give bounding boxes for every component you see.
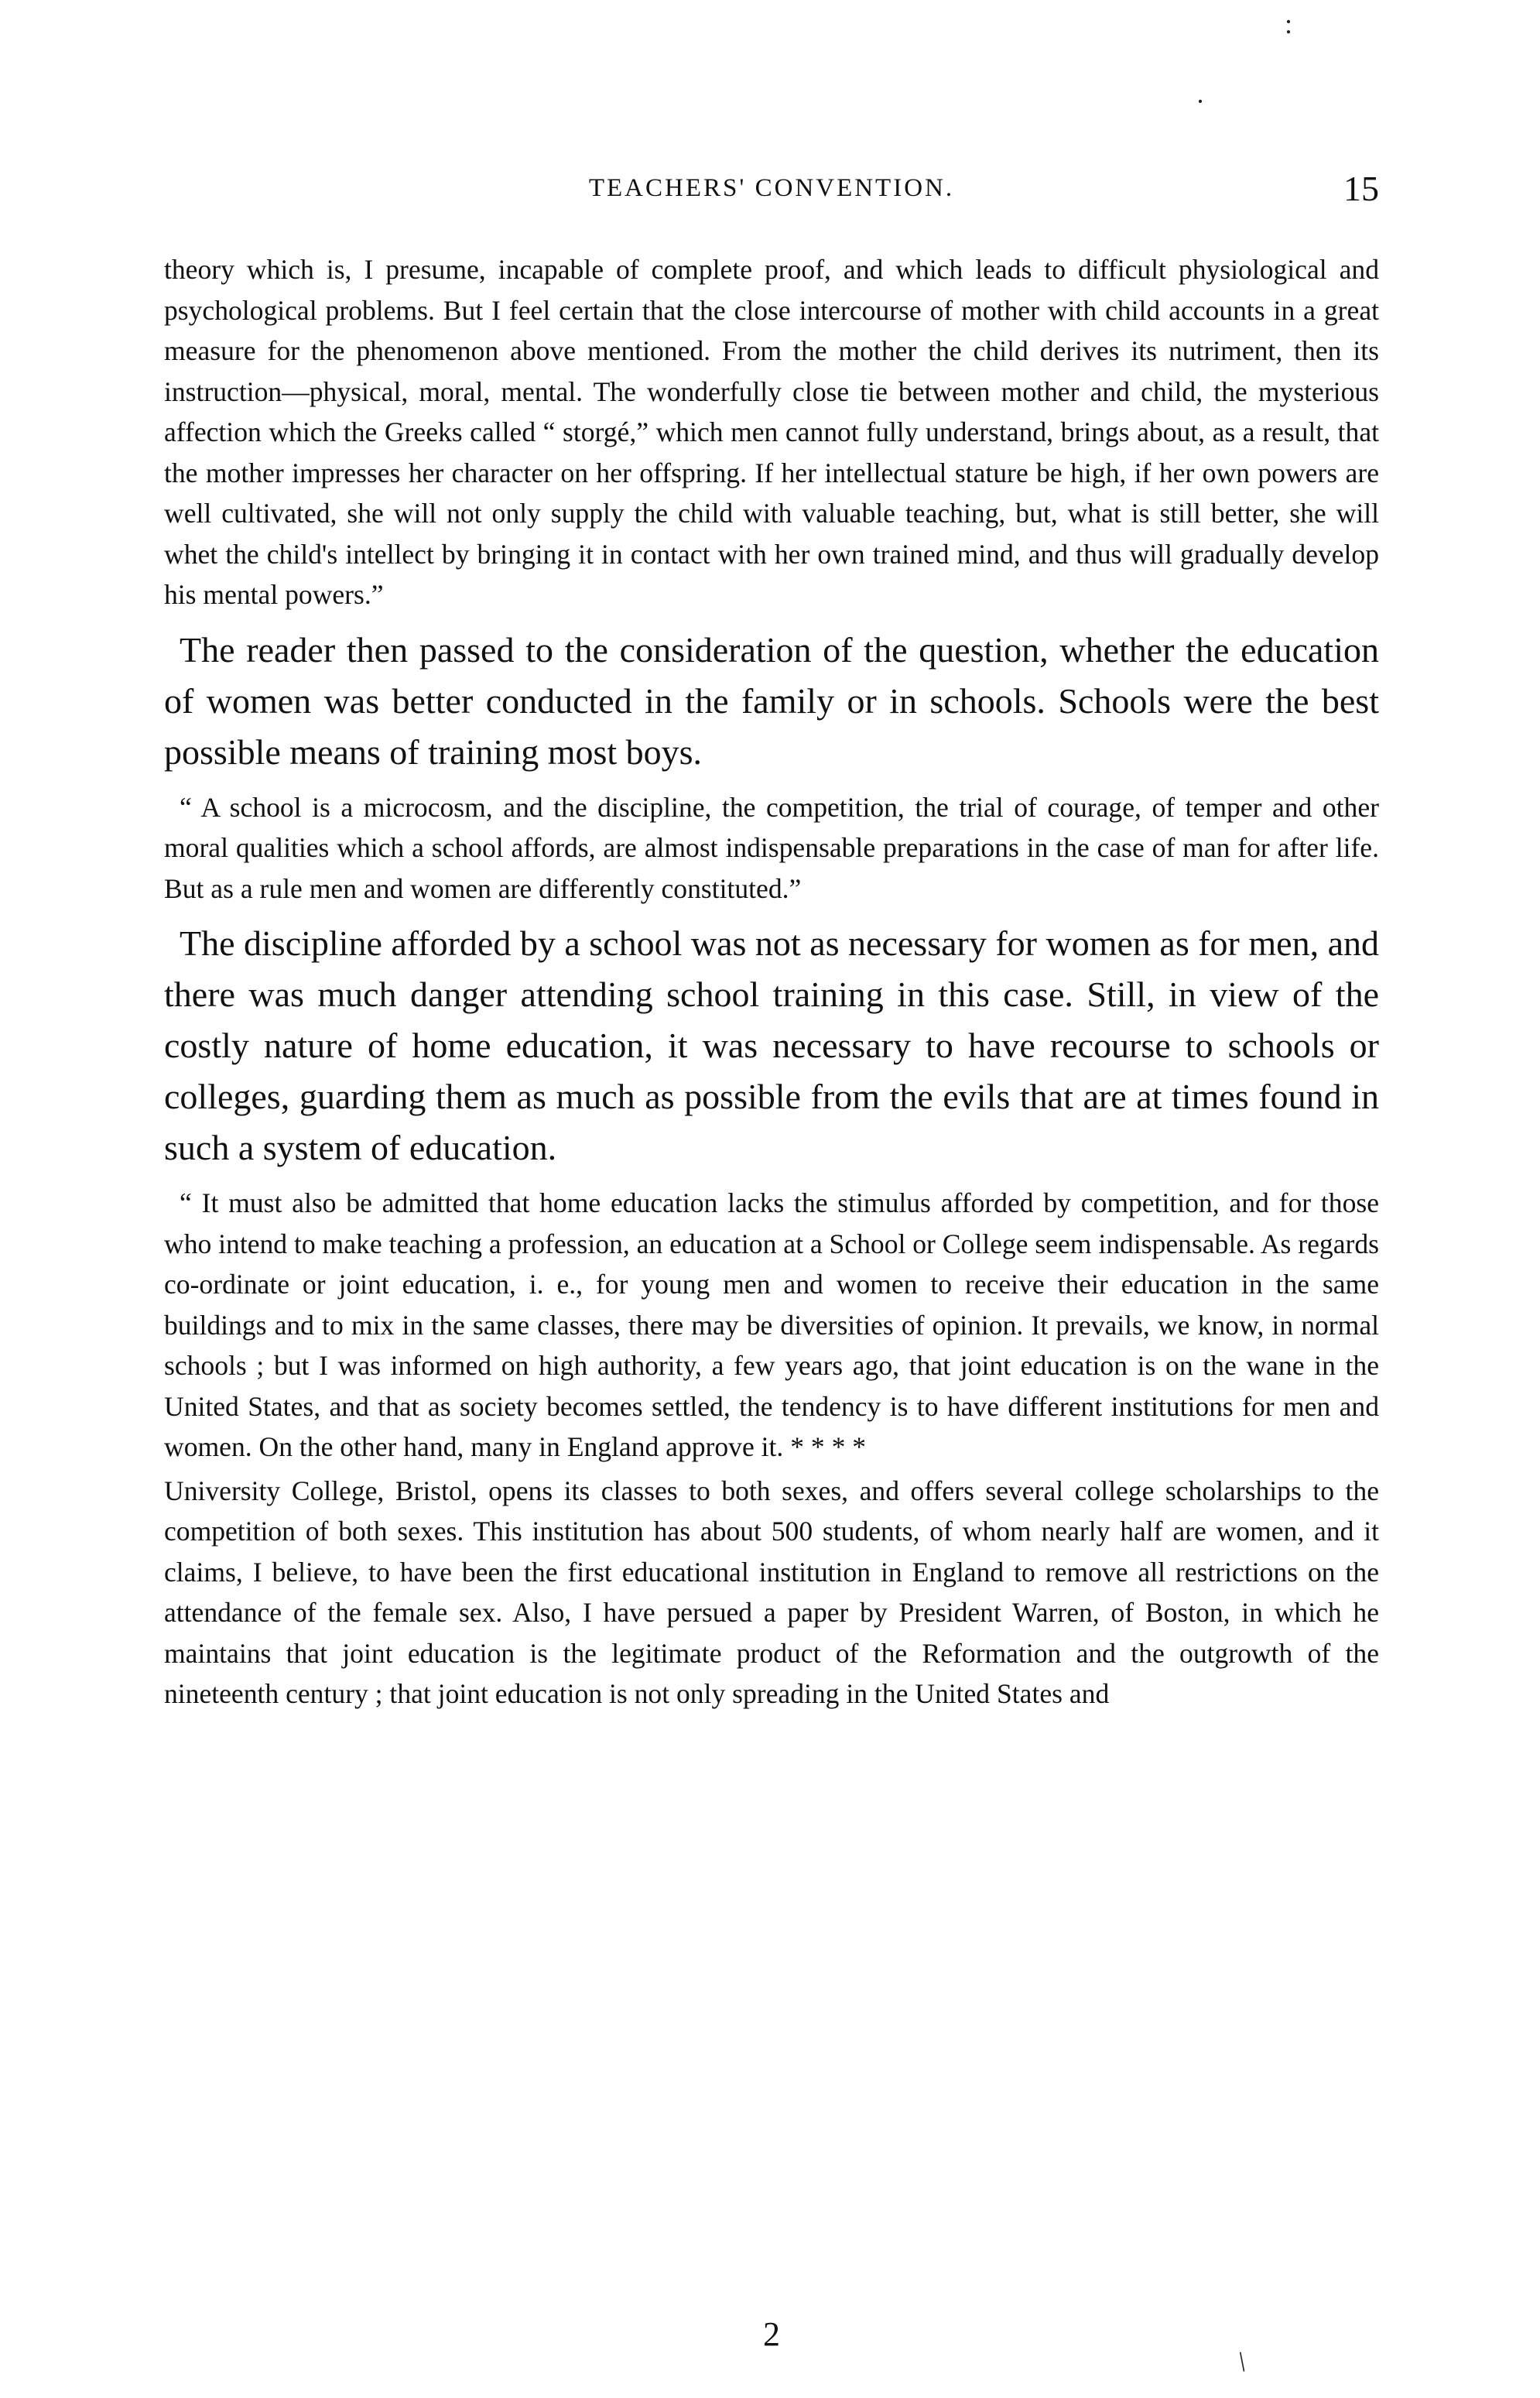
speck-mark: : <box>1285 9 1293 39</box>
speck-mark: · <box>1196 86 1205 117</box>
document-page <box>164 0 1379 2398</box>
paragraph-quote: University College, Bristol, opens its classes to both sexes, and offers several college scholarships to the competition of both sexes. This institution has about 500 students, of whom nearly half are women, and it claims, I believe, to have been the first educational institution in England to remove all restrictions on the attendance of the female sex. Also, I have persued a paper by President Warren, of Boston, in which he maintains that joint education is the legitimate product of the Reformation and the outgrowth of the nineteenth century ; that joint education is not only spreading in the United States and <box>164 1475 1379 1709</box>
paragraph-narrative: The discipline afforded by a school was not as necessary for women as for men, and there was much danger attending school training in this case. Still, in view of the costly nature of home education, it was necessary to have recourse to schools or colleges, guarding them as much as possible from the evils that are at times found in such a system of education. <box>164 923 1379 1167</box>
page-number: 15 <box>1343 169 1379 208</box>
page-header <box>164 169 1379 221</box>
paragraph-narrative: The reader then passed to the consideration of the question, whether the education of women was better conducted in the family or in schools. Schools were the best possible means of training most boys. <box>164 629 1379 772</box>
paragraph-quote-continuation: theory which is, I presume, incapable of complete proof, and which leads to difficult physiological and psychological problems. But I feel certain that the close intercourse of mother with child accounts in a great measure for the phenomenon above mentioned. From the mother the child derives its nutriment, then its instruction—physical, moral, mental. The wonderfully close tie between mother and child, the mysterious affection which the Greeks called “ storgé,” which men cannot fully understand, brings about, as a result, that the mother impresses her character on her offspring. If her intellectual stature be high, if her own powers are well cultivated, she will not only supply the child with valuable teaching, but, what is still better, she will whet the child's intellect by bringing it in contact with her own trained mind, and thus will gradually develop his mental powers.” <box>164 254 1379 610</box>
body-text <box>164 249 1379 1715</box>
signature-mark: 2 <box>763 2315 780 2353</box>
paragraph-quote: “ It must also be admitted that home education lacks the stimulus afforded by competition, and for those who intend to make teaching a profession, an education at a School or College seem indispensable. As regards co-ordinate or joint education, i. e., for young men and women to receive their education in the same buildings and to mix in the same classes, there may be diversities of opinion. It prevails, we know, in normal schools ; but I was informed on high authority, a few years ago, that joint education is on the wane in the United States, and that as society becomes settled, the tendency is to have different institutions for men and women. On the other hand, many in England approve it. * * * * <box>164 1187 1379 1462</box>
paragraph-quote: “ A school is a microcosm, and the discipline, the competition, the trial of courage, of temper and other moral qualities which a school affords, are almost indispensable preparations in the case of man for after life. But as a rule men and women are differently constituted.” <box>164 791 1379 904</box>
speck-mark: / <box>1230 2346 1254 2377</box>
running-head: TEACHERS' CONVENTION. <box>588 174 955 202</box>
